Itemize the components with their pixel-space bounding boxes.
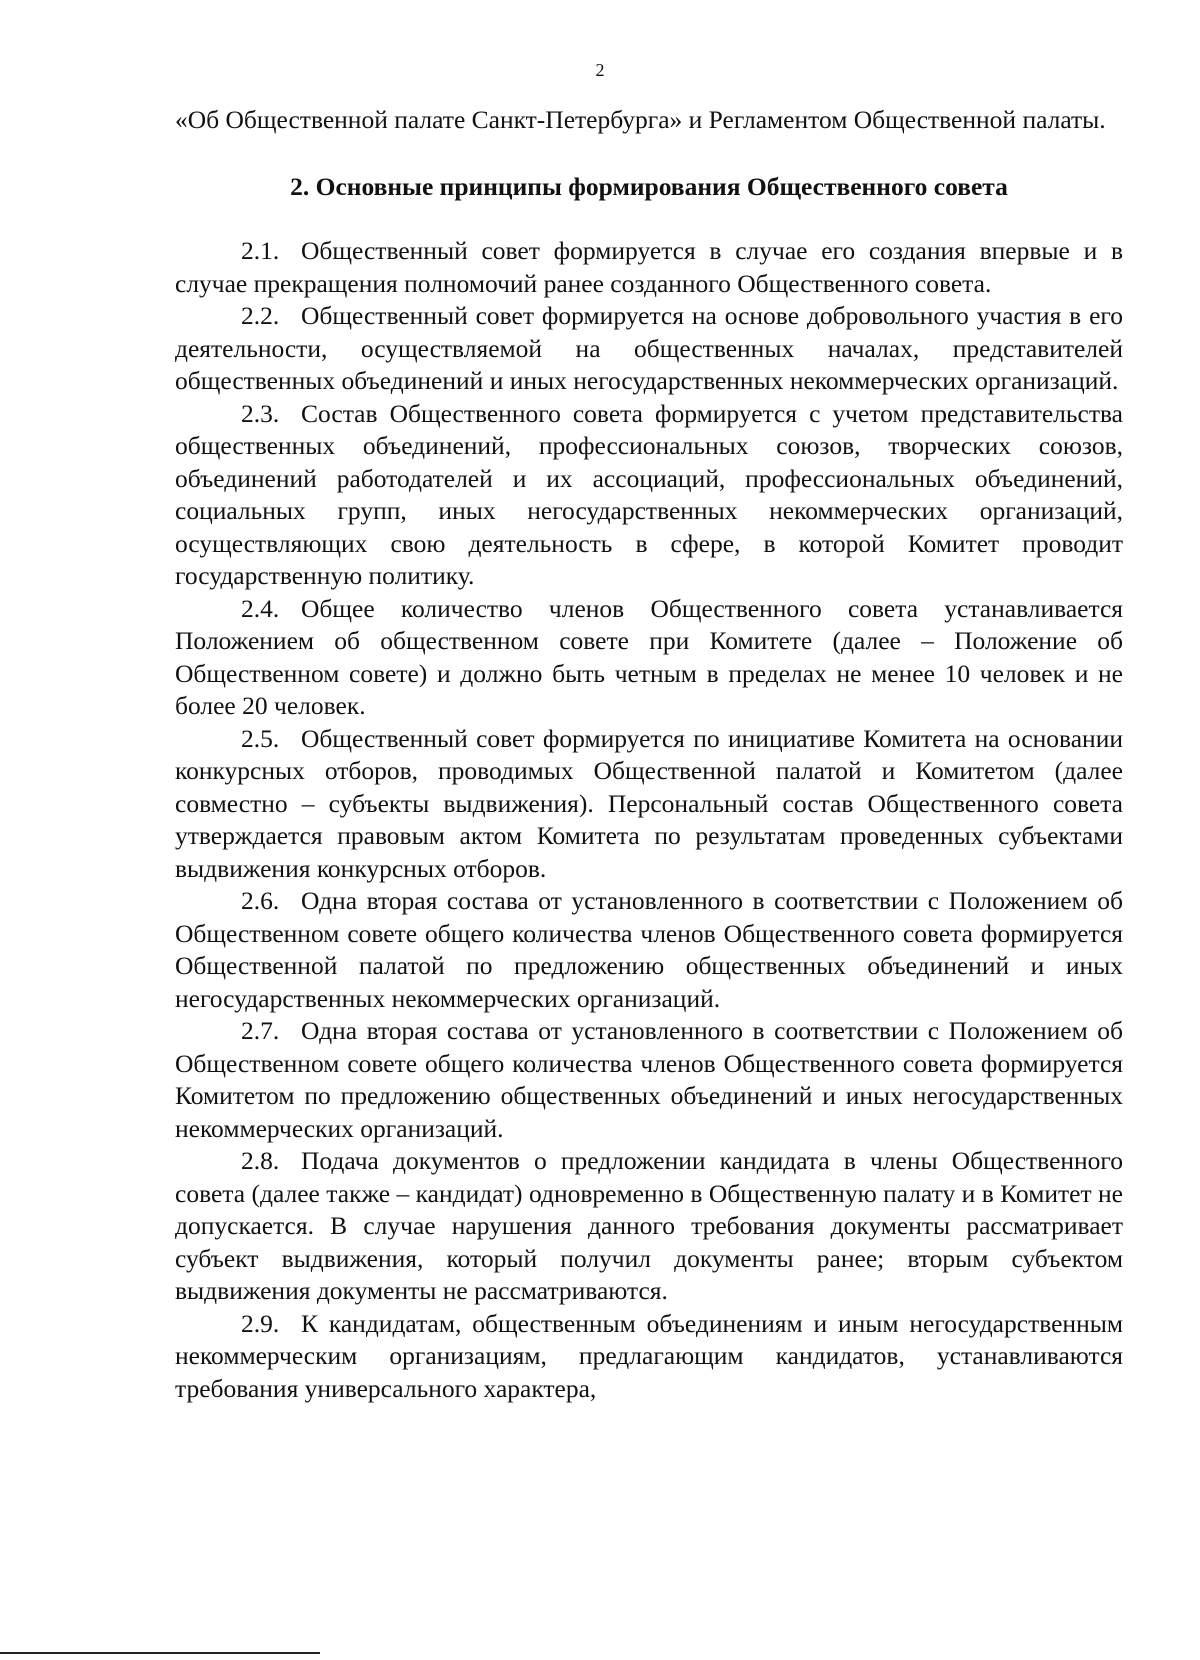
- bottom-scan-line: [0, 1652, 320, 1654]
- paragraph-2-5: [175, 723, 1123, 886]
- paragraph-2-7: [175, 1015, 1123, 1145]
- paragraph-text: Подача документов о предложении кандидата в члены Общественного совета (далее также – кандидат) одновременно в Общественную палату и в Комитет не допускается. В случае нарушения данного требования документы рассматривает субъект выдвижения, который получил документы ранее; вторым субъектом выдвижения документы не рассматриваются.: [175, 1146, 1123, 1305]
- section-heading: 2. Основные принципы формирования Общественного совета: [290, 171, 1008, 201]
- paragraph-2-9: [175, 1308, 1123, 1406]
- paragraph-2-6: [175, 885, 1123, 1015]
- paragraph-text: К кандидатам, общественным объединениям и иным негосударственным некоммерческим организациям, предлагающим кандидатов, устанавливаются требования универсального характера,: [175, 1308, 1123, 1403]
- paragraph-text: Общественный совет формируется на основе добровольного участия в его деятельности, осуществляемой на общественных началах, представителей общественных объединений и иных негосударственных некоммерческих организаций.: [175, 301, 1123, 395]
- paragraph-text: Одна вторая состава от установленного в соответствии с Положением об Общественном совете общего количества членов Общественного совета формируется Комитетом по предложению общественных объединений и иных негосударственных некоммерческих организаций.: [175, 1016, 1123, 1143]
- intro-text: «Об Общественной палате Санкт-Петербурга» и Регламентом Общественной палаты.: [175, 105, 1106, 134]
- paragraph-text: Общественный совет формируется по инициативе Комитета на основании конкурсных отборов, проводимых Общественной палатой и Комитетом (далее совместно – субъекты выдвижения). Персональный состав Общественного совета утверждается правовым актом Комитета по результатам проведенных субъектами выдвижения конкурсных отборов.: [175, 723, 1123, 883]
- paragraph-2-4: [175, 593, 1123, 723]
- paragraph-text: Общественный совет формируется в случае его создания впервые и в случае прекращения полномочий ранее созданного Общественного совета.: [175, 236, 1123, 298]
- paragraph-2-1: [175, 235, 1123, 300]
- paragraph-number: 2.9.: [241, 1308, 280, 1338]
- paragraph-2-3: [175, 398, 1123, 593]
- paragraph-number: 2.2.: [241, 301, 280, 330]
- paragraph-number: 2.6.: [241, 886, 280, 915]
- paragraph-number: 2.4.: [241, 593, 280, 623]
- paragraph-number: 2.8.: [241, 1146, 280, 1175]
- paragraph-number: 2.1.: [241, 236, 280, 265]
- page-number: 2: [595, 60, 605, 80]
- paragraph-2-2: [175, 300, 1123, 398]
- paragraph-2-8: [175, 1145, 1123, 1308]
- paragraph-number: 2.7.: [241, 1016, 280, 1045]
- paragraph-number: 2.3.: [241, 398, 280, 428]
- paragraph-text: Состав Общественного совета формируется с учетом представительства общественных объединений, профессиональных союзов, творческих союзов, объединений работодателей и их ассоциаций, профессиональных объединений, социальных групп, иных негосударственных некоммерческих организаций, осуществляющих свою деятельность в сфере, в которой Комитет проводит государственную политику.: [175, 398, 1123, 590]
- document-body: [175, 104, 1123, 1405]
- paragraph-number: 2.5.: [241, 723, 280, 753]
- paragraph-text: Общее количество членов Общественного совета устанавливается Положением об общественном совете при Комитете (далее – Положение об Общественном совете) и должно быть четным в пределах не менее 10 человек и не более 20 человек.: [175, 593, 1123, 720]
- paragraph-text: Одна вторая состава от установленного в соответствии с Положением об Общественном совете общего количества членов Общественного совета формируется Общественной палатой по предложению общественных объединений и иных негосударственных некоммерческих организаций.: [175, 886, 1123, 1013]
